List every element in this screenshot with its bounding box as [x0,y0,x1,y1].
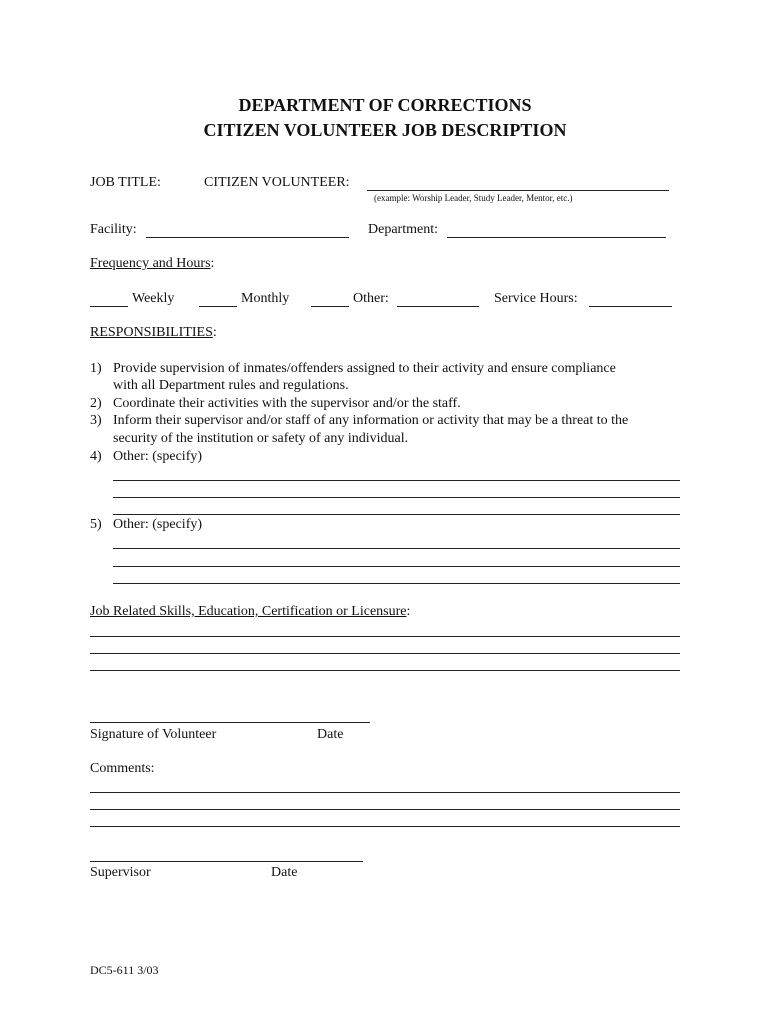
other-specify-line[interactable] [113,548,680,549]
skills-line[interactable] [90,636,680,637]
skills-heading: Job Related Skills, Education, Certification or Licensure: [90,604,411,619]
responsibility-text: Other: (specify) [113,517,203,532]
service-hours-label: Service Hours: [494,291,578,306]
facility-field[interactable] [146,237,349,238]
comments-line[interactable] [90,792,680,793]
other-frequency-field[interactable] [397,306,479,307]
responsibility-number: 3) [90,413,102,428]
responsibility-text: Other: (specify) [113,449,203,464]
document-title-line1: DEPARTMENT OF CORRECTIONS [238,95,532,115]
responsibility-number: 5) [90,517,102,532]
monthly-label: Monthly [241,291,290,306]
citizen-volunteer-label: CITIZEN VOLUNTEER: [204,175,350,190]
supervisor-label: Supervisor [90,865,151,880]
responsibility-text: Provide supervision of inmates/offenders assigned to their activity and ensure compliance [113,361,616,376]
volunteer-date-label: Date [317,727,344,742]
volunteer-signature-line[interactable] [90,722,370,723]
other-specify-line[interactable] [113,566,680,567]
frequency-heading: Frequency and Hours: [90,256,215,271]
department-label: Department: [368,222,438,237]
supervisor-date-label: Date [271,865,298,880]
supervisor-signature-line[interactable] [90,861,363,862]
other-specify-line[interactable] [113,583,680,584]
other-specify-line[interactable] [113,480,680,481]
responsibility-number: 1) [90,361,102,376]
other-specify-line[interactable] [113,514,680,515]
comments-line[interactable] [90,809,680,810]
responsibility-text: security of the institution or safety of any individual. [113,431,409,446]
responsibility-text: Inform their supervisor and/or staff of any information or activity that may be a threat to the [113,413,629,428]
other-frequency-label: Other: [353,291,389,306]
weekly-field[interactable] [90,306,128,307]
example-note: (example: Worship Leader, Study Leader, Mentor, etc.) [374,193,573,203]
volunteer-signature-label: Signature of Volunteer [90,727,217,742]
other-specify-line[interactable] [113,497,680,498]
form-code: DC5-611 3/03 [90,963,159,977]
other-frequency-check-field[interactable] [311,306,349,307]
skills-line[interactable] [90,670,680,671]
monthly-field[interactable] [199,306,237,307]
comments-label: Comments: [90,761,155,776]
citizen-volunteer-field[interactable] [367,190,669,191]
responsibility-text: Coordinate their activities with the supervisor and/or the staff. [113,396,461,411]
service-hours-field[interactable] [589,306,672,307]
responsibilities-heading: RESPONSIBILITIES: [90,325,217,340]
responsibility-text: with all Department rules and regulations. [113,378,349,393]
responsibility-number: 2) [90,396,102,411]
department-field[interactable] [447,237,666,238]
document-title-line2: CITIZEN VOLUNTEER JOB DESCRIPTION [203,120,567,140]
weekly-label: Weekly [132,291,175,306]
responsibility-number: 4) [90,449,102,464]
job-title-label: JOB TITLE: [90,175,161,190]
facility-label: Facility: [90,222,137,237]
comments-line[interactable] [90,826,680,827]
skills-line[interactable] [90,653,680,654]
